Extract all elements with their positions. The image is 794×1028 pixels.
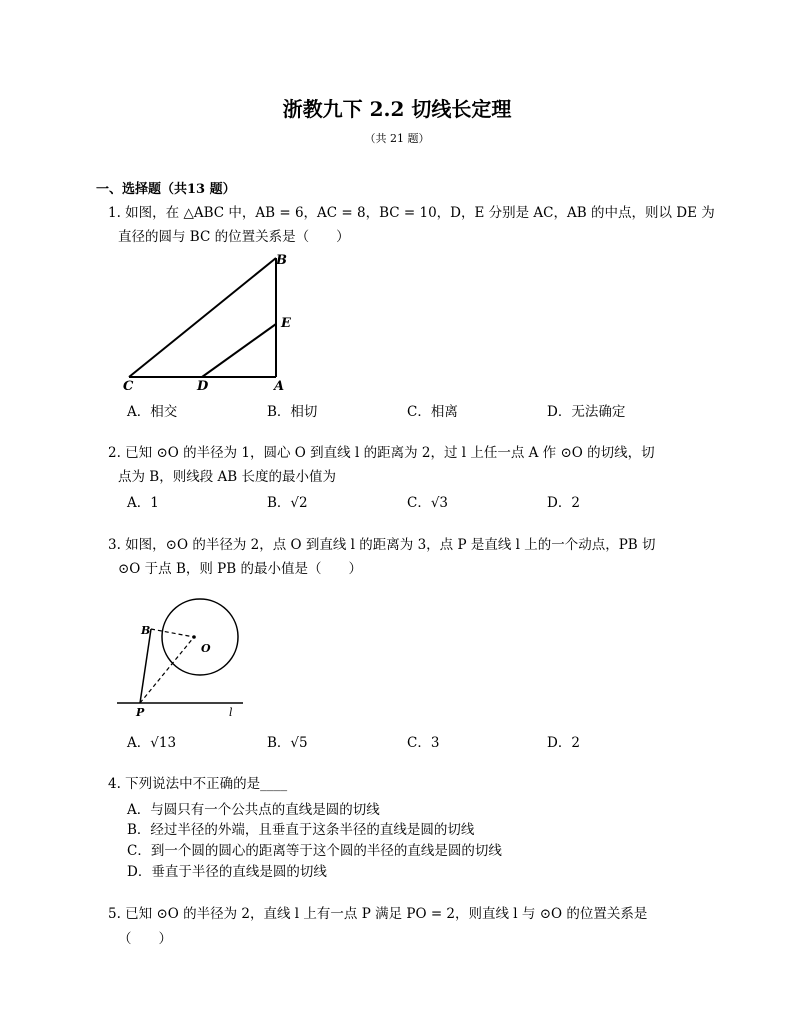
q1-option-c[interactable]: C．相离: [407, 404, 458, 420]
q3-option-b[interactable]: B．√5: [267, 735, 308, 751]
q3-text-line2: ⊙O 于点 B，则 PB 的最小值是（ ）: [118, 561, 362, 577]
label-c: C: [123, 379, 134, 394]
segment-bo: [151, 629, 194, 637]
q4-option-d[interactable]: D．垂直于半径的直线是圆的切线: [127, 864, 327, 880]
q2-option-a[interactable]: A．1: [127, 495, 159, 511]
q4-option-a[interactable]: A．与圆只有一个公共点的直线是圆的切线: [127, 802, 380, 818]
q3-circle-figure: [115, 585, 255, 720]
q1-text-line1: 1. 如图，在 △ABC 中，AB = 6，AC = 8，BC = 10，D，E 分别是 AC，AB 的中点，则以 DE 为: [108, 205, 715, 221]
q3-option-c[interactable]: C．3: [407, 735, 440, 751]
q5-text-line1: 5. 已知 ⊙O 的半径为 2，直线 l 上有一点 P 满足 PO = 2，则直线 l 与 ⊙O 的位置关系是: [108, 906, 648, 922]
label-e: E: [281, 316, 291, 331]
q2-option-d[interactable]: D．2: [547, 495, 580, 511]
q3-text-line1: 3. 如图，⊙O 的半径为 2，点 O 到直线 l 的距离为 3，点 P 是直线 l 上的一个动点，PB 切: [108, 537, 656, 553]
q1-option-b[interactable]: B．相切: [267, 404, 318, 420]
q5-text-line2: （ ）: [118, 931, 172, 947]
center-o: [192, 635, 196, 639]
question-count: （共 21 题）: [364, 132, 430, 145]
label-b: B: [276, 253, 287, 268]
q2-text-line1: 2. 已知 ⊙O 的半径为 1，圆心 O 到直线 l 的距离为 2，过 l 上任一点 A 作 ⊙O 的切线，切: [108, 445, 655, 461]
q3-option-d[interactable]: D．2: [547, 735, 580, 751]
q3-option-a[interactable]: A．√13: [127, 735, 177, 751]
circle-o: [162, 599, 238, 675]
label-d: D: [197, 379, 209, 394]
page-title: 浙教九下 2.2 切线长定理: [282, 97, 512, 121]
label-o: O: [201, 642, 211, 655]
label-p: P: [136, 706, 145, 719]
q4-text: 4. 下列说法中不正确的是____: [108, 776, 288, 792]
side-cb: [129, 258, 276, 377]
q1-triangle-figure: [115, 248, 305, 396]
q1-text-line2: 直径的圆与 BC 的位置关系是（ ）: [118, 229, 350, 245]
q2-option-c[interactable]: C．√3: [407, 495, 449, 511]
q4-option-b[interactable]: B．经过半径的外端，且垂直于这条半径的直线是圆的切线: [127, 822, 475, 838]
section-heading: 一、选择题（共13 题）: [96, 182, 236, 197]
q2-text-line2: 点为 B，则线段 AB 长度的最小值为: [118, 469, 336, 485]
q4-option-c[interactable]: C．到一个圆的圆心的距离等于这个圆的半径的直线是圆的切线: [127, 843, 502, 859]
q1-option-a[interactable]: A．相交: [127, 404, 178, 420]
label-l: l: [229, 706, 233, 719]
q2-option-b[interactable]: B．√2: [267, 495, 308, 511]
q1-option-d[interactable]: D．无法确定: [547, 404, 626, 420]
label-a: A: [274, 379, 285, 394]
label-b: B: [141, 624, 151, 637]
segment-de: [202, 324, 276, 377]
